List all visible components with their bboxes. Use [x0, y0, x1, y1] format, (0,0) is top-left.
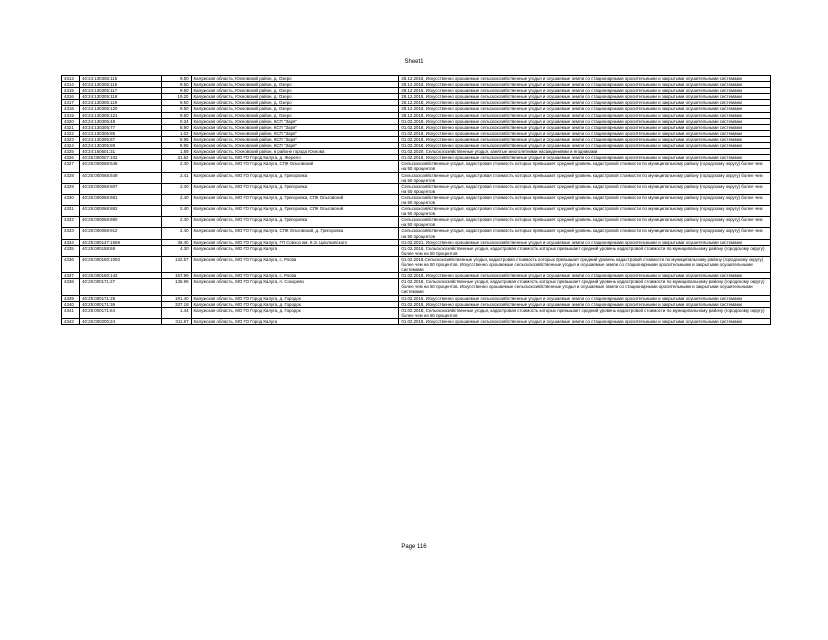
- cadastral-number-cell: 40:24:130305:87: [80, 136, 162, 142]
- area-cell: 9.50: [162, 112, 191, 118]
- address-cell: Калужская область, МО ГО Город Калуга, с. Росва: [191, 256, 399, 272]
- area-cell: 9.50: [162, 82, 191, 88]
- address-cell: Калужская область, МО ГО Город Калуга, д. Городок: [191, 301, 399, 307]
- table-row: [62, 256, 771, 272]
- area-cell: 1.02: [162, 130, 191, 136]
- table-row: [62, 217, 771, 228]
- area-cell: 0.34: [162, 118, 191, 124]
- area-cell: 2.40: [162, 183, 191, 194]
- row-index-cell: 4329: [62, 183, 80, 194]
- area-cell: 337.18: [162, 301, 191, 307]
- row-index-cell: 4316: [62, 94, 80, 100]
- land-category-cell: 01.02.2018, Искусственно орошаемые сельскохозяйственные угодья и осушаемые земли со стационарными оросительными и закрытыми осушительными системами: [399, 124, 771, 130]
- address-cell: Калужская область, МО ГО Город Калуга, д. Григоровка, СПК Ольговский: [191, 206, 399, 217]
- address-cell: Калужская область, МО ГО Город Калуга, ГП Совхоз им. К.Э. Циолковского: [191, 239, 399, 245]
- row-index-cell: 4338: [62, 279, 80, 295]
- address-cell: Калужская область, МО ГО Город Калуга, п. Сокорево: [191, 279, 399, 295]
- address-cell: Калужская область, МО ГО Город Калуга, СПК Ольговский: [191, 161, 399, 172]
- row-index-cell: 4335: [62, 245, 80, 256]
- land-category-cell: 28.12.2018, Искусственно орошаемые сельскохозяйственные угодья и осушаемые земли со стационарными оросительными и закрытыми осушительными системами: [399, 100, 771, 106]
- cadastral-number-cell: 40:24:130305:115: [80, 76, 162, 82]
- area-cell: 9.50: [162, 88, 191, 94]
- land-category-cell: Сельскохозяйственные угодья, кадастровая стоимость которых превышает средний уровень кадастровой стоимости по муниципальному району (городскому округу) более чем на 50 процентов: [399, 228, 771, 239]
- row-index-cell: 4313: [62, 76, 80, 82]
- row-index-cell: 4331: [62, 206, 80, 217]
- cadastral-number-cell: 40:24:130305:121: [80, 112, 162, 118]
- table-row: [62, 183, 771, 194]
- cadastral-number-cell: 40:25:000171:36: [80, 301, 162, 307]
- land-category-cell: 01.02.2020, Сельскохозяйственные угодья, занятые многолетними насаждениями и ягодниками: [399, 149, 771, 155]
- land-category-cell: 01.02.2018, Искусственно орошаемые сельскохозяйственные угодья и осушаемые земли со стационарными оросительными и закрытыми осушительными системами: [399, 273, 771, 279]
- cadastral-number-cell: 40:25:000068:881: [80, 194, 162, 205]
- cadastral-number-cell: 40:24:130305:89: [80, 143, 162, 149]
- area-cell: 167.99: [162, 273, 191, 279]
- cadastral-number-cell: 40:25:000068:548: [80, 161, 162, 172]
- area-cell: 132.57: [162, 256, 191, 272]
- land-category-cell: 01.02.2018, Сельскохозяйственные угодья, кадастровая стоимость которых превышает средний уровень кадастровой стоимости по муниципальному району (городскому округу) более чем на 50 процентов: [399, 307, 771, 318]
- row-index-cell: 4321: [62, 124, 80, 130]
- address-cell: Калужская область, МО ГО Город Калуга, д. Григоровка, СПК Ольговский: [191, 194, 399, 205]
- table-row: [62, 161, 771, 172]
- address-cell: Калужская область, МО ГО Город Калуга, с. Росва: [191, 273, 399, 279]
- address-cell: Калужская область, Юхновский район, КСП "Заря": [191, 130, 399, 136]
- land-category-cell: Сельскохозяйственные угодья, кадастровая стоимость которых превышает средний уровень кадастровой стоимости по муниципальному району (городскому округу) более чем на 50 процентов: [399, 183, 771, 194]
- row-index-cell: 4328: [62, 172, 80, 183]
- address-cell: Калужская область, МО ГО Город Калуга, д. Жерело: [191, 155, 399, 161]
- area-cell: 2.40: [162, 217, 191, 228]
- land-category-cell: 01.02.2018, Искусственно орошаемые сельскохозяйственные угодья и осушаемые земли со стационарными оросительными и закрытыми осушительными системами: [399, 318, 771, 324]
- table-row: [62, 279, 771, 295]
- cadastral-number-cell: 40:24:130305:77: [80, 124, 162, 130]
- address-cell: Калужская область, Юхновский район, д. Озеро: [191, 88, 399, 94]
- area-cell: 1.89: [162, 149, 191, 155]
- address-cell: Калужская область, Юхновский район, КСП "Заря": [191, 124, 399, 130]
- table-row: [62, 206, 771, 217]
- area-cell: 2.40: [162, 194, 191, 205]
- land-category-cell: 01.02.2021, Искусственно орошаемые сельскохозяйственные угодья и осушаемые земли со стационарными оросительными и закрытыми осушительными системами: [399, 239, 771, 245]
- address-cell: Калужская область, Юхновский район, д. Озеро: [191, 94, 399, 100]
- area-cell: 9.50: [162, 100, 191, 106]
- area-cell: 9.50: [162, 106, 191, 112]
- address-cell: Калужская область, Юхновский район, КСП "Заря": [191, 136, 399, 142]
- area-cell: 19.20: [162, 94, 191, 100]
- row-index-cell: 4336: [62, 256, 80, 272]
- address-cell: Калужская область, МО ГО Город Калуга, д. Городок: [191, 307, 399, 318]
- land-category-cell: 28.12.2018, Искусственно орошаемые сельскохозяйственные угодья и осушаемые земли со стационарными оросительными и закрытыми осушительными системами: [399, 76, 771, 82]
- area-cell: 4.30: [162, 245, 191, 256]
- address-cell: Калужская область, Юхновский район, КСП "Заря": [191, 143, 399, 149]
- row-index-cell: 4315: [62, 88, 80, 94]
- row-index-cell: 4324: [62, 143, 80, 149]
- area-cell: 2.41: [162, 172, 191, 183]
- table-row: [62, 245, 771, 256]
- land-category-cell: 28.12.2018, Искусственно орошаемые сельскохозяйственные угодья и осушаемые земли со стационарными оросительными и закрытыми осушительными системами: [399, 106, 771, 112]
- area-cell: 311.97: [162, 318, 191, 324]
- row-index-cell: 4327: [62, 161, 80, 172]
- cadastral-number-cell: 40:25:000171:64: [80, 307, 162, 318]
- address-cell: Калужская область, МО ГО Город Калуга, д. Григоровка: [191, 172, 399, 183]
- land-category-cell: 28.12.2018, Искусственно орошаемые сельскохозяйственные угодья и осушаемые земли со стационарными оросительными и закрытыми осушительными системами: [399, 94, 771, 100]
- land-category-cell: 01.02.2018, Искусственно орошаемые сельскохозяйственные угодья и осушаемые земли со стационарными оросительными и закрытыми осушительными системами: [399, 155, 771, 161]
- row-index-cell: 4320: [62, 118, 80, 124]
- land-category-cell: 28.12.2018, Искусственно орошаемые сельскохозяйственные угодья и осушаемые земли со стационарными оросительными и закрытыми осушительными системами: [399, 112, 771, 118]
- land-category-cell: Сельскохозяйственные угодья, кадастровая стоимость которых превышает средний уровень кадастровой стоимости по муниципальному району (городскому округу) более чем на 50 процентов: [399, 194, 771, 205]
- address-cell: Калужская область, Юхновский район, д. Озеро: [191, 76, 399, 82]
- land-category-cell: 01.02.2018, Искусственно орошаемые сельскохозяйственные угодья и осушаемые земли со стационарными оросительными и закрытыми осушительными системами: [399, 301, 771, 307]
- row-index-cell: 4318: [62, 106, 80, 112]
- cadastral-number-cell: 40:25:000147:1559: [80, 239, 162, 245]
- address-cell: Калужская область, МО ГО Город Калуга, д. Городок: [191, 295, 399, 301]
- area-cell: 2.40: [162, 228, 191, 239]
- row-index-cell: 4334: [62, 239, 80, 245]
- land-category-cell: 01.02.2018, Сельскохозяйственные угодья, кадастровая стоимость которых превышает средний уровень кадастровой стоимости по муниципальному району (городскому округу) более чем на 50 процентов. Искусственно орошаемые сельскохозяйственные угодья и осушаемые земли со стационарными оросительными и закрытыми осушительными системами: [399, 279, 771, 295]
- address-cell: Калужская область, Юхновский район, д. Озеро: [191, 106, 399, 112]
- row-index-cell: 4323: [62, 136, 80, 142]
- area-cell: 8.95: [162, 136, 191, 142]
- land-category-cell: 01.02.2018, Искусственно орошаемые сельскохозяйственные угодья и осушаемые земли со стационарными оросительными и закрытыми осушительными системами: [399, 143, 771, 149]
- cadastral-number-cell: 40:24:130305:120: [80, 106, 162, 112]
- table-row: [62, 194, 771, 205]
- area-cell: 2.40: [162, 161, 191, 172]
- land-category-cell: 01.02.2018, Искусственно орошаемые сельскохозяйственные угодья и осушаемые земли со стационарными оросительными и закрытыми осушительными системами: [399, 136, 771, 142]
- land-category-cell: 01.02.2018,Сельскохозяйственные угодья, кадастровая стоимость которых превышает средний уровень кадастровой стоимости по муниципальному району (городскому округу) более чем на 50 процентов. Искусственно орошаемые сельскохозяйственные угодья и осушаемые земли со стационарными оросительными и закрытыми осушительными системами: [399, 256, 771, 272]
- area-cell: 2.40: [162, 206, 191, 217]
- address-cell: Калужская область, Юхновский район, в районе города Юхнова: [191, 149, 399, 155]
- land-category-cell: 01.02.2018, Сельскохозяйственные угодья, кадастровая стоимость которых превышает средний уровень кадастровой стоимости по муниципальному району (городскому округу) более чем на 50 процентов: [399, 245, 771, 256]
- address-cell: Калужская область, МО ГО Город Калуга: [191, 245, 399, 256]
- sheet-title: Sheet1: [404, 59, 424, 65]
- row-index-cell: 4333: [62, 228, 80, 239]
- address-cell: Калужская область, Юхновский район, д. Озеро: [191, 100, 399, 106]
- cadastral-number-cell: 40:25:000200:24: [80, 318, 162, 324]
- area-cell: 9.50: [162, 76, 191, 82]
- cadastral-number-cell: 40:25:000158:69: [80, 245, 162, 256]
- land-category-cell: 28.12.2018, Искусственно орошаемые сельскохозяйственные угодья и осушаемые земли со стационарными оросительными и закрытыми осушительными системами: [399, 88, 771, 94]
- row-index-cell: 4317: [62, 100, 80, 106]
- row-index-cell: 4342: [62, 318, 80, 324]
- row-index-cell: 4339: [62, 295, 80, 301]
- row-index-cell: 4332: [62, 217, 80, 228]
- cadastral-number-cell: 40:24:130305:48: [80, 118, 162, 124]
- land-category-cell: Сельскохозяйственные угодья, кадастровая стоимость которых превышает средний уровень кадастровой стоимости по муниципальному району (городскому округу) более чем на 50 процентов: [399, 161, 771, 172]
- cadastral-number-cell: 40:25:000068:882: [80, 206, 162, 217]
- cadastral-number-cell: 40:25:000068:912: [80, 228, 162, 239]
- cadastral-number-cell: 40:24:130305:118: [80, 94, 162, 100]
- cadastral-number-cell: 40:25:000160:142: [80, 273, 162, 279]
- area-cell: 136.96: [162, 279, 191, 295]
- area-cell: 191.40: [162, 295, 191, 301]
- land-category-cell: 28.12.2018, Искусственно орошаемые сельскохозяйственные угодья и осушаемые земли со стационарными оросительными и закрытыми осушительными системами: [399, 82, 771, 88]
- cadastral-number-cell: 40:25:000160:1093: [80, 256, 162, 272]
- address-cell: Калужская область, Юхновский район, КСП "Заря": [191, 118, 399, 124]
- cadastral-number-cell: 40:25:000068:890: [80, 217, 162, 228]
- area-cell: 1.44: [162, 307, 191, 318]
- cadastral-number-cell: 40:25:000007:102: [80, 155, 162, 161]
- address-cell: Калужская область, МО ГО Город Калуга, д. Григоровка: [191, 217, 399, 228]
- cadastral-number-cell: 40:25:000068:807: [80, 183, 162, 194]
- page-number: Page 116: [401, 544, 427, 550]
- area-cell: 38.40: [162, 239, 191, 245]
- row-index-cell: 4340: [62, 301, 80, 307]
- row-index-cell: 4330: [62, 194, 80, 205]
- row-index-cell: 4322: [62, 130, 80, 136]
- table-row: [62, 307, 771, 318]
- row-index-cell: 4341: [62, 307, 80, 318]
- land-category-cell: 01.02.2018, Искусственно орошаемые сельскохозяйственные угодья и осушаемые земли со стационарными оросительными и закрытыми осушительными системами: [399, 295, 771, 301]
- table-row: [62, 228, 771, 239]
- row-index-cell: 4337: [62, 273, 80, 279]
- row-index-cell: 4326: [62, 155, 80, 161]
- cadastral-number-cell: 40:25:000171:27: [80, 279, 162, 295]
- table-body: [62, 76, 771, 325]
- land-category-cell: Сельскохозяйственные угодья, кадастровая стоимость которых превышает средний уровень кадастровой стоимости по муниципальному району (городскому округу) более чем на 50 процентов: [399, 217, 771, 228]
- table-row: [62, 318, 771, 324]
- area-cell: 8.90: [162, 124, 191, 130]
- address-cell: Калужская область, МО ГО Город Калуга, СПК Ольговский, д. Григоровка: [191, 228, 399, 239]
- address-cell: Калужская область, МО ГО Город Калуга, д. Григоровка: [191, 183, 399, 194]
- table-row: [62, 172, 771, 183]
- land-category-cell: 01.02.2018, Искусственно орошаемые сельскохозяйственные угодья и осушаемые земли со стационарными оросительными и закрытыми осушительными системами: [399, 118, 771, 124]
- cadastral-number-cell: 40:24:130305:85: [80, 130, 162, 136]
- row-index-cell: 4314: [62, 82, 80, 88]
- land-category-cell: Сельскохозяйственные угодья, кадастровая стоимость которых превышает средний уровень кадастровой стоимости по муниципальному району (городскому округу) более чем на 50 процентов: [399, 206, 771, 217]
- land-plot-table: [61, 75, 771, 325]
- cadastral-number-cell: 40:24:150601:31: [80, 149, 162, 155]
- address-cell: Калужская область, Юхновский район, д. Озеро: [191, 82, 399, 88]
- area-cell: 31.52: [162, 155, 191, 161]
- cadastral-number-cell: 40:25:000171:29: [80, 295, 162, 301]
- cadastral-number-cell: 40:24:130305:119: [80, 100, 162, 106]
- area-cell: 8.95: [162, 143, 191, 149]
- row-index-cell: 4325: [62, 149, 80, 155]
- land-category-cell: Сельскохозяйственные угодья, кадастровая стоимость которых превышает средний уровень кадастровой стоимости по муниципальному району (городскому округу) более чем на 50 процентов: [399, 172, 771, 183]
- address-cell: Калужская область, МО ГО Город Калуга: [191, 318, 399, 324]
- cadastral-number-cell: 40:25:000068:649: [80, 172, 162, 183]
- cadastral-number-cell: 40:24:130305:116: [80, 82, 162, 88]
- land-category-cell: 01.02.2018, Искусственно орошаемые сельскохозяйственные угодья и осушаемые земли со стационарными оросительными и закрытыми осушительными системами: [399, 130, 771, 136]
- cadastral-number-cell: 40:24:130305:117: [80, 88, 162, 94]
- row-index-cell: 4319: [62, 112, 80, 118]
- address-cell: Калужская область, Юхновский район, д. Озеро: [191, 112, 399, 118]
